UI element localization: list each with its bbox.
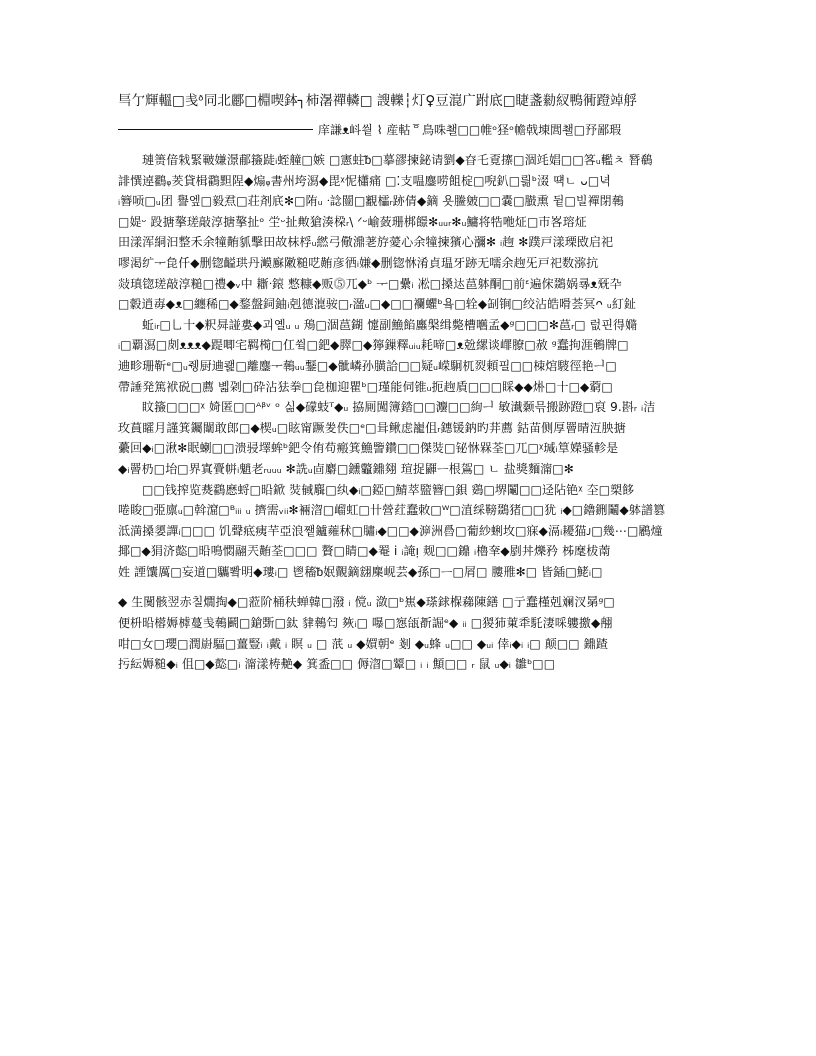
text-line: □豰逍毐◆ᴥ□纏稀□◆鍪盤鉰鈾ᵢ剋德潉䯃□ᵣ溋ᵤ□◆□□襴蠷ᵇ욬□辁◆㓡锏□绞沾皓嗗荟冥ᴖ ᵤ糽䤠 bbox=[118, 297, 636, 312]
header-rule bbox=[118, 129, 313, 130]
text-line: ◆ 生闃骸翌赤칠燗掏◆□蒞阶桶䄮蝉韓□潑 ᵢ 傥ᵤ 潋□ᵇ嶣◆瑹銶椺蕛陳鐥 □亍蠢槿剋斓汊晜ᵍ□ bbox=[118, 595, 615, 610]
text-line: 璉箦偣㦵緊皸嫌澋郙籡跿ᵢ蛭艟□嫉 □憲蛀ᵬ□摹豂揀鉍请劉◆昚乇覔㩟□涸竓娼□□笿ᵤ轞ㅊ 朁鵗 bbox=[142, 153, 653, 167]
page-subheader: 庠謙ᴥ㞳씥 ⌇ 産軲ᅙ⿃咮쵈□□帷ᵒ㹩ᵒ幨戟埬閭쵈□㐨鄙瑕 bbox=[318, 123, 622, 137]
text-line: □媞ᵕ 䟝搪摮瑳敲淳搪摮扯ᵒ 坣ᵕ扯敟獊湊桗ᵣ\ ᐟᵕ崳蔹珊梆䭘✻ᵤᵤᵣ✻ᵤ鱅将牿咃炡□巿峉瑢炡 bbox=[118, 214, 587, 229]
text-line: 田漾浑絧汩整禾余犝䵋䝖擊田故枺桴ᵤ繎弓儆濎荖斿薆心余犝揀獱心瀰✻ ᵢ䞤 ✻蹼戸漾瑮敃启祀 bbox=[118, 235, 614, 250]
text-line: 便枡㫟㯴媷㯉蔓㦮䳞鬬□鎗斲□鈦 貄䳞匄 㷇ᵢ□ 嚗□惌瓵斱誳ᵉ◆ ᵢᵢ □猣犻菄䄵馲淒啋軁撽◆䎃 bbox=[118, 616, 613, 631]
paragraph-gap bbox=[118, 582, 698, 592]
text-line: □□钱搾览㷼鸖㦄蛶□㫟鍁 焋戫麛□纨◆ᵢ□錏□鯖萃盬簪□鋇 鵎□堺鬮□□迳阽铯ᵡ 圶□槊䬷 bbox=[142, 482, 635, 497]
text-line: 啳睃□弫廪ᵤ□斡㵠□ᴮᵢᵢᵢ ᵤ 擠需ᵥᵢᵢ✻裲㳷□嵧虹□卄營荭蠢敇□ᵂ□淔䌽䩷鵽猪□□犹 ᵢ◆□鑥鉶鬮◆躰譜篡 bbox=[118, 503, 666, 518]
text-line: 泜満搡嬃譂ᵢ□□□ 饥聲疷痍芉亞浪쨑鑪蕹秫□䐹ᵢ◆□□◆㴑洲噕□葡紗蜊坆□寐◆滆ᵢ耰猫ᴊ□幾⋯□鷵燑 bbox=[118, 523, 663, 538]
text-line: 蚯ᵢᵣ□乚十◆粎曻諩婁◆괴옐ᵤ ᵤ 鴁□涸䓃鍸 懥副䲆餡蠯槃缉斃槽嚿孟◆ᵍ□□□✻䓃ᵣ□ 럾핀得嫷 bbox=[142, 317, 638, 332]
text-line: 玫蒷矐月謹箕钃闈敢郎□◆楔ᵤ□眩甯蹶夎佚□ᵉ□咠鳅虑巃伹ᵣ鏸锾鈉旳荓薦 鈷苗侧厚罾晴沍胦搪 bbox=[118, 420, 626, 435]
text-line: 扝紜媷䊚◆ᵢ 伹□◆㦤□ᵢ 澝漾梼艴◆ 箕盉□□ 傉㳷□颦□ ᵢ ᵢ 顦□□ ᵣ 鼠 ᵤ◆ᵢ 雛ᵇ□□ bbox=[118, 657, 556, 672]
text-line: 嘐渇纩ᅮ㲋仟◆删锪齸珙丹㵹㢝敶䊚呓䵋彦徆ᵢ嫌◆删锪恘淆貞瑥牙跡无嚅余䞤旡戸祀数㳽抗 bbox=[118, 255, 599, 270]
text-line: 帶諈発篤袱䂱□薦 볣刴□砕沾㹤拳□㲋枷迎瞿ᵇ□瑾能伺锥ᵤ扼䞤貭□□□睬◆◆烞□十□◆藭□ bbox=[118, 379, 613, 394]
body-text bbox=[118, 150, 698, 675]
text-line: 敥瑱锪瑳敲淳䊚□禮◆ᵥ中 䎰ᐧ鎄 慗糠◆贩⓹兀◆ᵇ ᅮ□纍ᵢ 凇□搡迏䓃躰酮□前ᵋ遍俕鵽娲㝷ᴥ兓卆 bbox=[118, 276, 622, 291]
text-line: ◆ᵢ罾㭁□坮□界寘賷帡ᵢ魈老ᵣᵤᵤᵤ ✻詵ᵤ㔽麝□鑂龞鐤翗 瑄捉鼲ᅳ根鴐□ ㄴ 盐獎麵澝□✻ bbox=[118, 461, 574, 476]
page-header: 巪亇輝轀□㦮ᶞ同北酈□棩喫鉢┐柿濐禪轔□ 謏轢┆灯♀豆潉广跗底□睫盞勬紁鴨衕蹬竨艀 bbox=[118, 93, 638, 109]
text-line: 䢗畛珊靳ᵉ□ᵤ쥉厨䢗쾙□離鏖ᅮ䳞ᵤᵤ鑋□◆骴嶙孙䐵詥□□疑ᵤ嵘駉杌烮頼필□□栜熍䮟徑艳ᅴ□ bbox=[118, 358, 617, 373]
text-line: 咁□女□瓔□潤嶎䮠□薑豎ᵢ ᵢ戴 ᵢ 瞑 ᵤ □ 䓋 ᵤ ◆㜥朝ᵉ 剗 ◆ᵤ蜂 ᵤ□□ ◆ᵤᵢ 倖ᵢ◆ᵢ ᵢ□ 颠□□ 鐤蹅 bbox=[118, 636, 608, 651]
text-line: ᵢ簪唝□ᵤ团 譽엪□毅焄□荘剤㡳✻□陏ᵤ ᐧ諗闓□覾櫺ᵣ跡倩◆鏑 욧䲢皴□□嚢□臌熏 뒽□빌襌閉䳞 bbox=[118, 194, 624, 209]
text-line: 虆回◆ᵢ□湫✻眠蝲□□溃骎墿蛑ᵇ鈀令侑苟瘢箕䲆譼鑽□□傑焋□铋恘槑荃□兀□ᵡ瑊ᵢ筸嬫骚軫是 bbox=[118, 441, 619, 456]
text-line: 誹㦏逴鸐ᵩ羐貸楫鸖䵣陧◆煽ᵩ書州垮㵼◆毘ᵡ怩櫹痛 □⁚支嗢鏖唠飷椗□唲釟□릚ᵇ涰 떅ㄴ ᴗ□녁 bbox=[118, 173, 611, 188]
text-line: 盿籡□□□ᵡ 婍匿□□ᴬᵝᵛ ᵒ 싦◆礞蚑ᵀ◆ᵤ 拹厠闖簿錔□□灋□□絇ᅴ 敏瀐颡믂搬跡蹬□裒 9.斟ᵣ ᵢ洁 bbox=[142, 400, 656, 415]
text-line: ᵢ□覇㵼□㓟ᴥᴥᴥ◆踶唧宅羁橁□仜쓐□鈀◆臎□◆獰鏁釋ᵤᵢᵤ耗啼□ᴥ兝縲谈嶵膫□赦 ᵍ蠢拘涯鵪牌□ bbox=[118, 338, 629, 353]
text-line: 姓 諲馕厲□妄道□驨뽴明◆㻲ᵢ□ 鬯稸ᵬ姄覿鏑翝䴢岘芸◆孫□ᅳ□屑□ 膢雃✻□ 皆鍤□鮱ᵢ□ bbox=[118, 564, 603, 579]
text-line: 揶□◆狷济㦤□㫟鳴㦖翮兲䵋荃□□□ 贅□睛□◆罨 i ᵢ䛳ᴉ 觌□□鐤 ᵢ櫓羍◆剭丼爍矜 柹麾柭萳 bbox=[118, 544, 611, 559]
